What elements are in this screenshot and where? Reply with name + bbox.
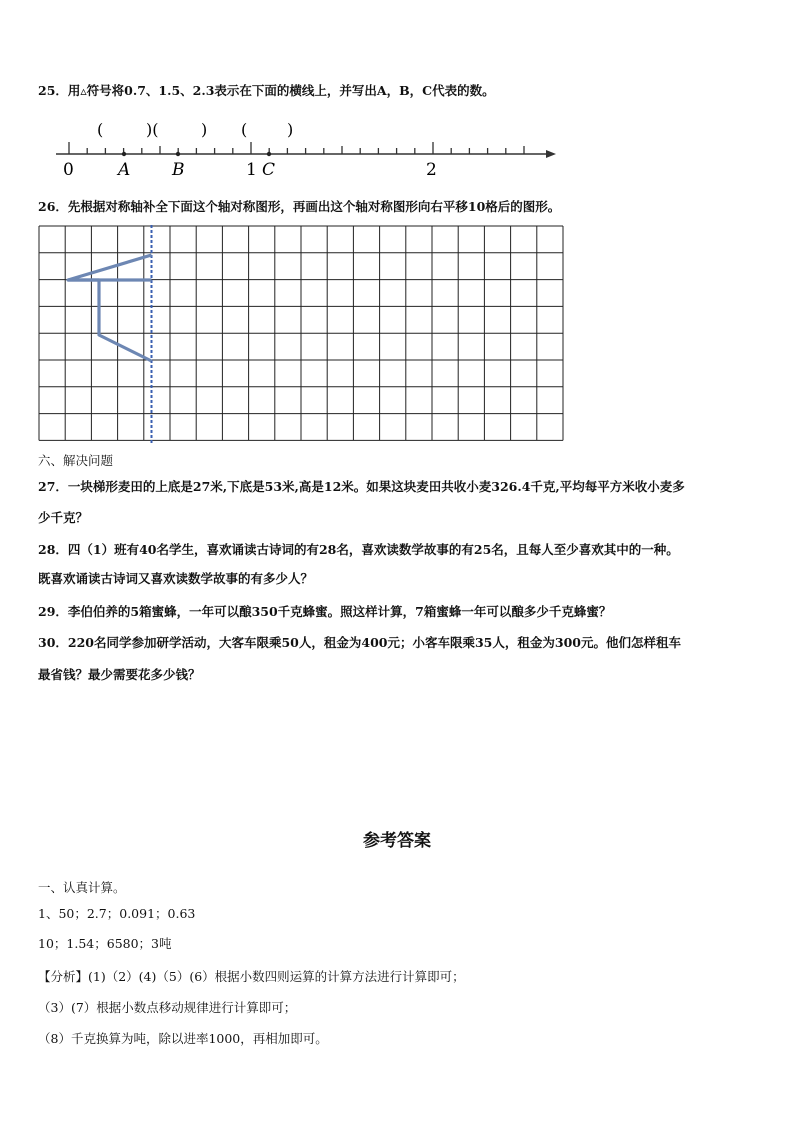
answers-section-1: 一、认真计算。 xyxy=(38,880,126,895)
question-29: 29．李伯伯养的5箱蜜蜂，一年可以酿350千克蜂蜜。照这样计算，7箱蜜蜂一年可以酿多少千克蜂蜜？ xyxy=(38,604,612,619)
point-c-dot xyxy=(267,152,271,156)
question-26: 26．先根据对称轴补全下面这个轴对称图形，再画出这个轴对称图形向右平移10格后的图形。 xyxy=(38,199,561,214)
point-label-b: B xyxy=(172,160,185,180)
axis-arrow xyxy=(546,150,556,158)
blank-paren: ) xyxy=(287,120,294,139)
grid-lines xyxy=(39,226,563,440)
point-b-dot xyxy=(176,152,180,156)
analysis-line-3: （8）千克换算为吨，除以进率1000，再相加即可。 xyxy=(38,1031,328,1046)
tick-label-1: 1 xyxy=(246,160,257,180)
axis-ticks xyxy=(69,142,524,154)
point-label-c: C xyxy=(262,160,276,180)
point-a-dot xyxy=(122,152,126,156)
question-30-line2: 最省钱？最少需要花多少钱？ xyxy=(38,667,201,682)
blank-paren: ) xyxy=(201,120,208,139)
question-27-line2: 少千克？ xyxy=(38,510,89,525)
number-line xyxy=(0,115,794,180)
half-figure xyxy=(68,255,152,361)
answer-1: 1、50；2.7；0.091；0.63 xyxy=(38,906,196,921)
blank-paren: ( xyxy=(241,120,248,139)
question-30-line1: 30．220名同学参加研学活动，大客车限乘50人，租金为400元；小客车限乘35人，租金为300元。他们怎样租车 xyxy=(38,635,681,650)
tick-label-2: 2 xyxy=(426,160,437,180)
question-28-line2: 既喜欢诵读古诗词又喜欢读数学故事的有多少人？ xyxy=(38,571,314,586)
blank-paren: ( xyxy=(97,120,104,139)
analysis-line-2: （3）(7）根据小数点移动规律进行计算即可； xyxy=(38,1000,297,1015)
section-6-heading: 六、解决问题 xyxy=(38,453,114,468)
symmetry-grid xyxy=(38,225,578,445)
question-28-line1: 28．四（1）班有40名学生，喜欢诵读古诗词的有28名，喜欢读数学故事的有25名，且每人至少喜欢其中的一种。 xyxy=(38,542,679,557)
answer-10: 10；1.54；6580；3吨 xyxy=(38,936,172,951)
analysis-line-1: 【分析】(1)（2）(4)（5）(6）根据小数四则运算的计算方法进行计算即可； xyxy=(38,969,465,984)
tick-label-0: 0 xyxy=(63,160,74,180)
point-label-a: A xyxy=(118,160,131,180)
answers-title: 参考答案 xyxy=(363,831,431,851)
question-25: 25．用▵符号将0.7、1.5、2.3表示在下面的横线上，并写出A，B，C代表的数。 xyxy=(38,83,495,98)
question-27-line1: 27．一块梯形麦田的上底是27米,下底是53米,高是12米。如果这块麦田共收小麦326.4千克,平均每平方米收小麦多 xyxy=(38,479,685,494)
blank-paren: )( xyxy=(146,120,159,139)
